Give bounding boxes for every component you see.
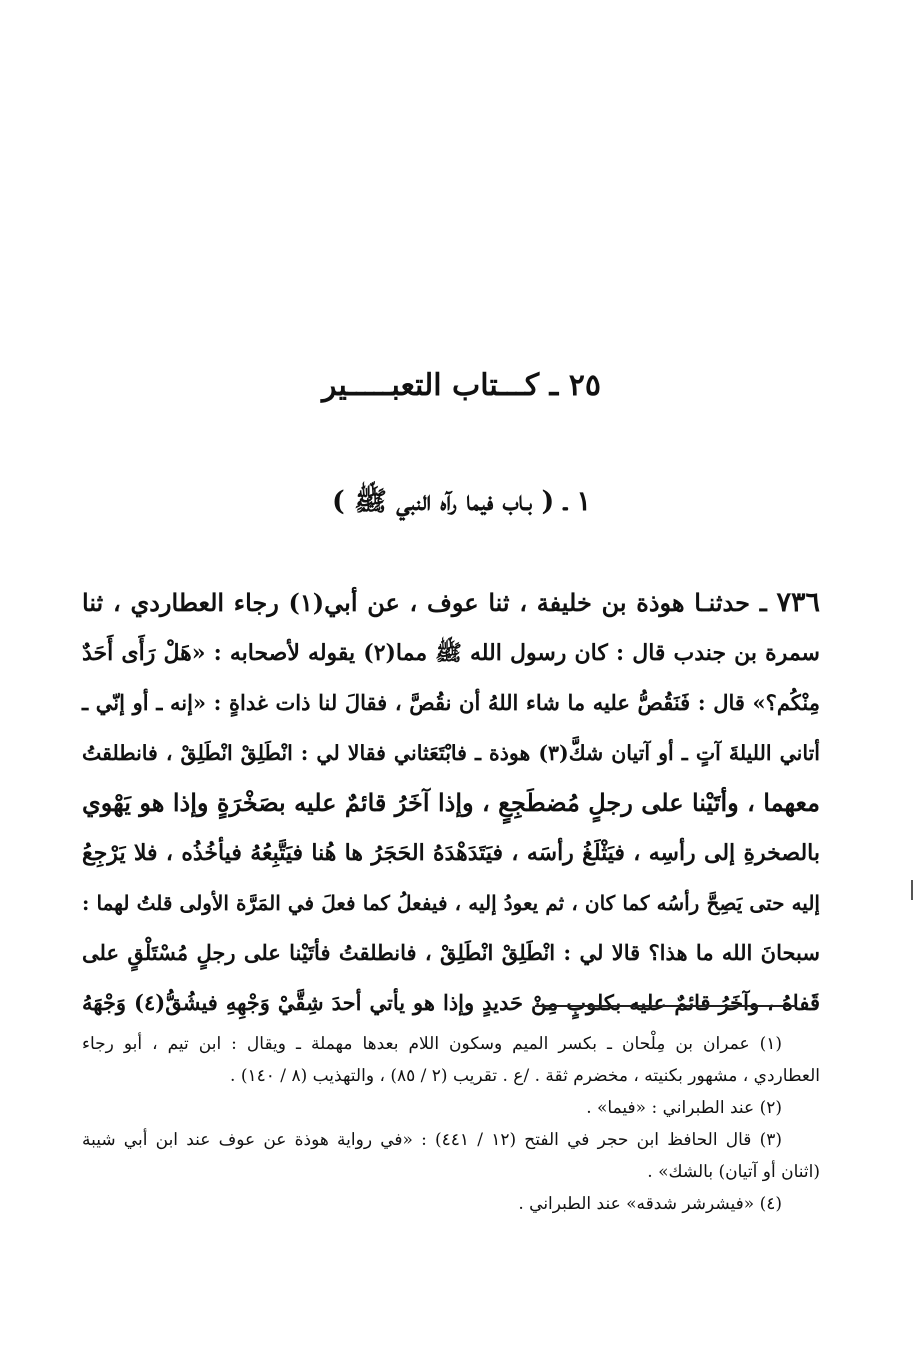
scan-edge-mark: [911, 880, 913, 900]
hadith-number: ٧٣٦: [776, 587, 820, 618]
hadith-line-2: سمرة بن جندب قال : كان رسول الله ﷺ مما(٢) يقوله لأصحابه : «هَلْ رَأَى أَحَدٌ: [82, 640, 820, 666]
hadith-line-8: سبحانَ الله ما هذا؟ قالا لي : انْطَلِقْ انْطَلِقْ ، فانطلقتُ فأتَيْنا على رجلٍ مُسْتَلْقٍ على: [82, 940, 820, 965]
hadith-line-7: إليه حتى يَصِحَّ رأسُه كما كان ، ثم يعودُ إليه ، فيفعلُ كما فعلَ في المَرَّة الأولى قلتُ لهما :: [82, 891, 820, 915]
book-title: ٢٥ ـ كـــتاب التعبـــــير: [321, 368, 602, 403]
hadith-text: [82, 578, 820, 1028]
hadith-line-1: [82, 578, 820, 628]
chapter-title: ١ ـ ( بـاب فيما رآه النبي ﷺ ): [332, 486, 591, 517]
hadith-line-3: مِنْكُم؟» قال : فَنَقُصُّ عليه ما شاء اللهُ أن نقُصَّ ، فقالَ لنا ذات غداةٍ : «إنه ـ أو إنّي ـ: [82, 690, 820, 715]
footnotes: [82, 1028, 820, 1220]
hadith-line-6: بالصخرةِ إلى رأسِه ، فيَثْلَغُ رأسَه ، فيَتَدَهْدَهُ الحَجَرُ ها هُنا فيَتَّبِعُهُ فيأخُذُه ، فلا يَرْجِعُ: [82, 840, 820, 866]
footnote-1-line-2: العطاردي ، مشهور بكنيته ، مخضرم ثقة . /ع . تقريب (٢ / ٨٥) ، والتهذيب (٨ / ١٤٠) .: [230, 1066, 820, 1086]
footnote-3-line-1: (٣) قال الحافظ ابن حجر في الفتح (١٢ / ٤٤١) : «في رواية هوذة عن عوف عند ابن أبي شيبة: [82, 1130, 782, 1150]
footnote-separator: [535, 1005, 797, 1007]
hadith-line-9: قَفاهُ ، وآخَرُ قائمٌ عليه بكلوبٍ مِنْ حَديدٍ وإذا هو يأتي أحدَ شِقَّيْ وَجْهِهِ فيشُقُّ(٤) وَجْهَهُ: [82, 990, 820, 1015]
footnote-4: (٤) «فيشرشر شدقه» عند الطبراني .: [518, 1194, 782, 1214]
hadith-line-5: معهما ، وأتَيْنا على رجلٍ مُضطَجِعٍ ، وإذا آخَرُ قائمٌ عليه بصَخْرَةٍ وإذا هو يَهْوي: [82, 788, 820, 817]
hadith-line-1-text: ـ حدثنـا هوذة بن خليفة ، ثنا عوف ، عن أبي(١) رجاء العطاردي ، ثنا: [82, 588, 777, 617]
footnote-3-line-2: (اثنان أو آتيان) بالشك» .: [647, 1162, 820, 1182]
footnote-2: (٢) عند الطبراني : «فيما» .: [586, 1098, 782, 1118]
hadith-line-4: أتاني الليلةَ آتٍ ـ أو آتيان شكَّ(٣) هوذة ـ فابْتَعَثاني فقالا لي : انْطَلِقْ انْطَلِقْ ، فانطلقتُ: [82, 741, 821, 765]
footnote-1-line-1: (١) عمران بن مِلْحان ـ بكسر الميم وسكون اللام بعدها مهملة ـ ويقال : ابن تيم ، أبو رجاء: [82, 1034, 782, 1054]
